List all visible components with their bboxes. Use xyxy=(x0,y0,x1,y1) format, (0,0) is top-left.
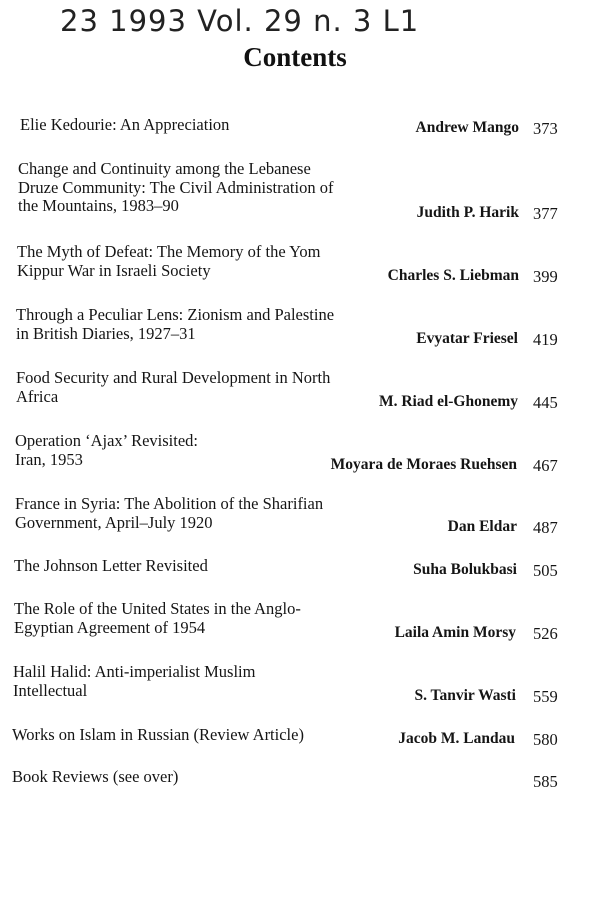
entry-author: Andrew Mango xyxy=(415,119,519,136)
entry-author: Judith P. Harik xyxy=(416,204,519,221)
entry-title: Operation ‘Ajax’ Revisited: Iran, 1953 xyxy=(15,431,198,469)
handwritten-catalog-note: 23 1993 Vol. 29 n. 3 L1 xyxy=(60,4,420,38)
entry-author: Evyatar Friesel xyxy=(416,330,518,347)
entry-title: The Myth of Defeat: The Memory of the Yom Kippur War in Israeli Society xyxy=(17,242,321,280)
entry-title: Through a Peculiar Lens: Zionism and Palestine in British Diaries, 1927–31 xyxy=(16,305,335,343)
entry-title: The Role of the United States in the Anglo- Egyptian Agreement of 1954 xyxy=(14,599,301,637)
entry-author: Laila Amin Morsy xyxy=(394,624,516,641)
entry-page: 505 xyxy=(533,561,558,580)
entry-author: Dan Eldar xyxy=(447,518,517,535)
entry-title: Halil Halid: Anti-imperialist Muslim Intellectual xyxy=(13,662,256,700)
entry-author: S. Tanvir Wasti xyxy=(414,687,516,704)
entry-page: 467 xyxy=(533,456,558,475)
entry-page: 559 xyxy=(533,687,558,706)
entry-page: 487 xyxy=(533,518,558,537)
entry-title: France in Syria: The Abolition of the Sharifian Government, April–July 1920 xyxy=(15,494,324,532)
entry-page: 445 xyxy=(533,393,558,412)
page-title: Contents xyxy=(243,42,347,72)
entry-title: Book Reviews (see over) xyxy=(12,767,179,786)
entry-page: 585 xyxy=(533,772,558,791)
entry-author: Suha Bolukbasi xyxy=(413,561,517,578)
entry-page: 373 xyxy=(533,119,558,138)
entry-page: 526 xyxy=(533,624,558,643)
entry-author: M. Riad el-Ghonemy xyxy=(378,393,518,410)
entry-page: 419 xyxy=(533,330,558,349)
entry-author: Jacob M. Landau xyxy=(398,730,515,747)
entry-author: Charles S. Liebman xyxy=(387,267,519,284)
entry-page: 399 xyxy=(533,267,558,286)
entry-title: Elie Kedourie: An Appreciation xyxy=(20,115,230,134)
entry-author: Moyara de Moraes Ruehsen xyxy=(330,456,517,473)
entry-page: 377 xyxy=(533,204,558,223)
entry-title: The Johnson Letter Revisited xyxy=(14,556,208,575)
entry-title: Food Security and Rural Development in North Africa xyxy=(16,368,331,406)
entry-page: 580 xyxy=(533,730,558,749)
entry-title: Change and Continuity among the Lebanese Druze Community: The Civil Administration of the Mountains, 1983–90 xyxy=(18,159,334,215)
entry-title: Works on Islam in Russian (Review Article) xyxy=(12,725,304,744)
